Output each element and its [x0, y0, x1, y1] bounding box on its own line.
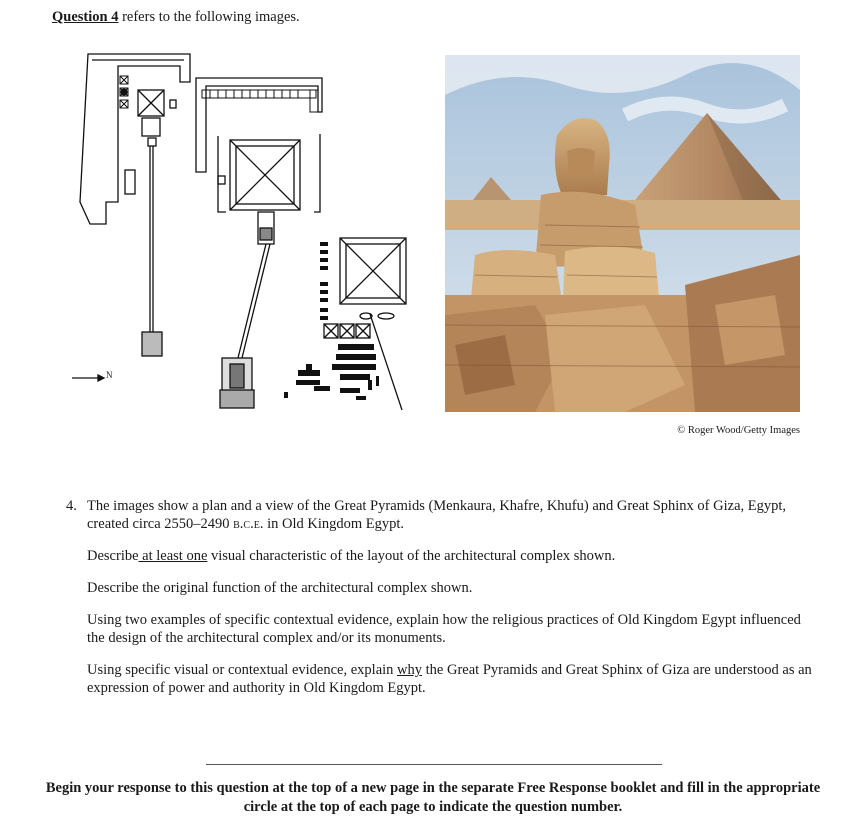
- task-3: Using two examples of specific contextual evidence, explain how the religious practices of Old Kingdom Egypt influenced the design of the architectural complex and/or its monuments.: [87, 612, 801, 646]
- task-1-pre: Describe: [87, 548, 139, 564]
- task-4-underlined: why: [397, 662, 423, 678]
- question-prompt: [87, 497, 816, 533]
- response-instruction: Begin your response to this question at the top of a new page in the separate Free Response booklet and fill in the appropriate circle at the top of each page to indicate the question number.: [45, 780, 821, 815]
- question-number: 4.: [66, 498, 77, 514]
- north-label: N: [106, 370, 113, 380]
- intro-line: [52, 9, 300, 26]
- north-arrow: [72, 375, 104, 381]
- task-1-underlined: at least one: [138, 548, 208, 564]
- mastaba-field: [284, 242, 379, 400]
- sphinx-photograph: [445, 55, 800, 412]
- task-1: [87, 547, 816, 565]
- prompt-text-2: in Old Kingdom Egypt.: [263, 516, 405, 532]
- khafre-workshop-row: [202, 90, 318, 112]
- divider-line: [206, 764, 662, 765]
- intro-text: refers to the following images.: [118, 9, 300, 25]
- question-reference: Question 4: [52, 9, 119, 25]
- era-label: b.c.e.: [233, 516, 264, 532]
- task-2: Describe the original function of the architectural complex shown.: [87, 580, 473, 596]
- task-4-post: the Great Pyramids and Great Sphinx of Giza are understood as an expression of power and authority in Old Kingdom Egypt.: [87, 662, 812, 696]
- photo-credit: © Roger Wood/Getty Images: [677, 425, 800, 436]
- giza-site-plan: [70, 52, 420, 422]
- task-4-pre: Using specific visual or contextual evidence, explain: [87, 662, 398, 678]
- khufu-boat-pits: [120, 76, 128, 108]
- prompt-text-1: The images show a plan and a view of the Great Pyramids (Menkaura, Khafre, Khufu) and Great Sphinx of Giza, Egypt, created circa 2550–2490: [87, 498, 787, 532]
- task-4: [87, 661, 816, 697]
- question-block: [66, 497, 816, 711]
- khafre-pyramid: [230, 140, 300, 244]
- menkaure-pyramid: [324, 238, 406, 338]
- task-1-post: visual characteristic of the layout of the architectural complex shown.: [207, 548, 616, 564]
- khufu-pyramid: [138, 90, 176, 146]
